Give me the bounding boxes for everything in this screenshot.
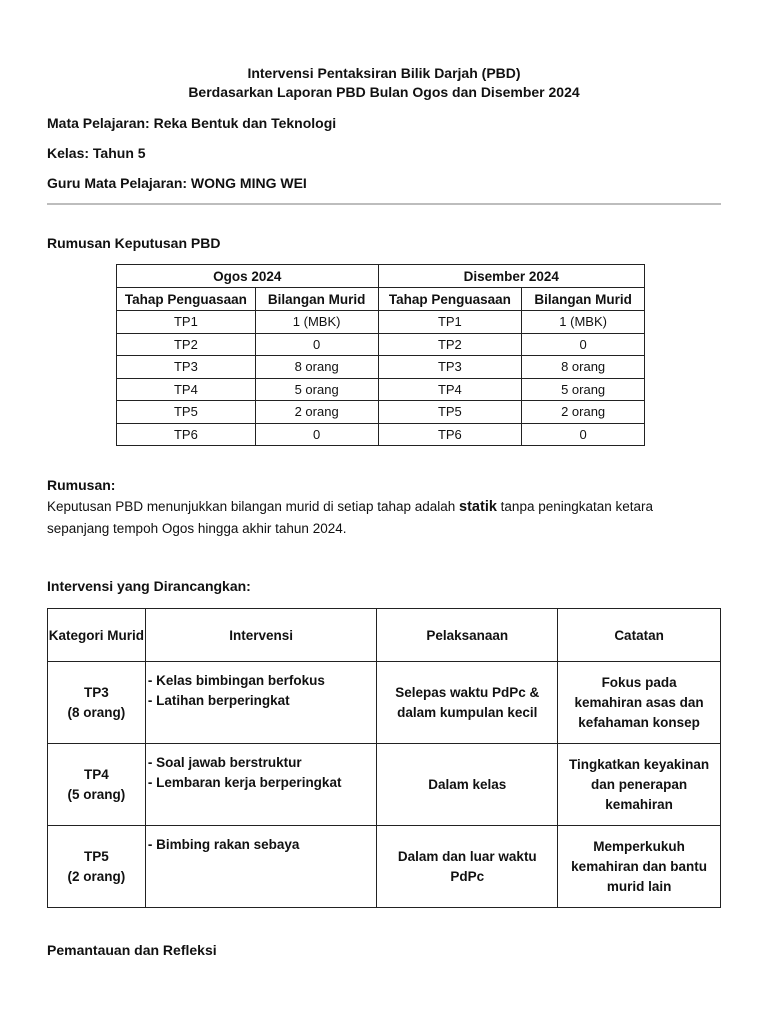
period-header-december: Disember 2024 (378, 265, 645, 288)
table-cell: 8 orang (255, 356, 378, 379)
intervention-item: - Lembaran kerja berperingkat (147, 775, 342, 790)
table-cell: TP6 (378, 423, 522, 446)
table-cell: TP6 (117, 423, 256, 446)
teacher-line: Guru Mata Pelajaran: WONG MING WEI (47, 175, 307, 191)
decision-heading: Rumusan Keputusan PBD (47, 235, 221, 251)
table-cell: TP2 (117, 333, 256, 356)
category-cell (48, 662, 146, 744)
column-header: Bilangan Murid (522, 288, 645, 311)
period-header-august: Ogos 2024 (117, 265, 379, 288)
table-cell: 5 orang (522, 378, 645, 401)
summary-text: sepanjang tempoh Ogos hingga akhir tahun 2024. (47, 521, 347, 536)
table-cell: TP4 (378, 378, 522, 401)
table-cell: 0 (255, 333, 378, 356)
table-cell: 0 (522, 423, 645, 446)
category-label: TP5 (84, 848, 109, 864)
table-row (117, 423, 645, 446)
intervention-item: - Latihan berperingkat (147, 693, 290, 708)
intervention-cell (145, 744, 377, 826)
pbd-result-table (116, 264, 645, 446)
summary-text: tanpa peningkatan ketara (496, 499, 654, 514)
implementation-cell: Dalam dan luar waktu PdPc (377, 826, 558, 908)
table-cell: 2 orang (255, 401, 378, 424)
table-cell: TP5 (117, 401, 256, 424)
document-title: Intervensi Pentaksiran Bilik Darjah (PBD) (247, 65, 521, 81)
pbd-table-body (117, 311, 645, 446)
category-label: TP3 (84, 684, 109, 700)
table-cell: 0 (522, 333, 645, 356)
implementation-cell: Dalam kelas (377, 744, 558, 826)
category-count: (8 orang) (67, 704, 126, 720)
table-cell: TP2 (378, 333, 522, 356)
document-subtitle: Berdasarkan Laporan PBD Bulan Ogos dan Disember 2024 (188, 84, 580, 100)
table-cell: TP3 (117, 356, 256, 379)
table-cell: 5 orang (255, 378, 378, 401)
notes-cell: Fokus pada kemahiran asas dan kefahaman konsep (558, 662, 721, 744)
table-cell: TP1 (117, 311, 256, 334)
intervention-table (47, 608, 721, 908)
table-cell: 1 (MBK) (522, 311, 645, 334)
summary-emphasis: statik (459, 499, 497, 515)
column-header: Kategori Murid (48, 609, 146, 662)
table-cell: TP4 (117, 378, 256, 401)
category-cell (48, 826, 146, 908)
table-cell: 1 (MBK) (255, 311, 378, 334)
summary-heading: Rumusan: (47, 477, 116, 493)
column-header: Tahap Penguasaan (378, 288, 522, 311)
table-cell: 2 orang (522, 401, 645, 424)
table-cell: TP1 (378, 311, 522, 334)
table-cell: 8 orang (522, 356, 645, 379)
category-label: TP4 (84, 766, 109, 782)
column-header: Tahap Penguasaan (117, 288, 256, 311)
column-header: Catatan (558, 609, 721, 662)
intervention-item: - Bimbing rakan sebaya (147, 837, 300, 852)
table-cell: 0 (255, 423, 378, 446)
subject-line: Mata Pelajaran: Reka Bentuk dan Teknologi (47, 115, 337, 131)
table-cell: TP5 (378, 401, 522, 424)
table-row (48, 662, 721, 744)
table-row (48, 744, 721, 826)
table-row (117, 356, 645, 379)
table-row (48, 826, 721, 908)
notes-cell: Memperkukuh kemahiran dan bantu murid lain (558, 826, 721, 908)
table-row (117, 401, 645, 424)
monitoring-heading: Pemantauan dan Refleksi (47, 942, 217, 958)
category-count: (2 orang) (67, 868, 126, 884)
intervention-item: - Kelas bimbingan berfokus (147, 673, 325, 688)
intervention-cell (145, 826, 377, 908)
notes-cell: Tingkatkan keyakinan dan penerapan kemahiran (558, 744, 721, 826)
section-divider (47, 203, 721, 205)
column-header: Intervensi (145, 609, 377, 662)
summary-text: Keputusan PBD menunjukkan bilangan murid di setiap tahap adalah (47, 499, 460, 514)
intervention-table-body (48, 662, 721, 908)
class-line: Kelas: Tahun 5 (47, 145, 146, 161)
intervention-heading: Intervensi yang Dirancangkan: (47, 578, 251, 594)
intervention-item: - Soal jawab berstruktur (147, 755, 302, 770)
table-row (117, 311, 645, 334)
implementation-cell: Selepas waktu PdPc & dalam kumpulan kecil (377, 662, 558, 744)
category-count: (5 orang) (67, 786, 126, 802)
category-cell (48, 744, 146, 826)
table-cell: TP3 (378, 356, 522, 379)
column-header: Bilangan Murid (255, 288, 378, 311)
intervention-cell (145, 662, 377, 744)
table-row (117, 333, 645, 356)
summary-paragraph (47, 496, 727, 539)
column-header: Pelaksanaan (377, 609, 558, 662)
table-row (117, 378, 645, 401)
